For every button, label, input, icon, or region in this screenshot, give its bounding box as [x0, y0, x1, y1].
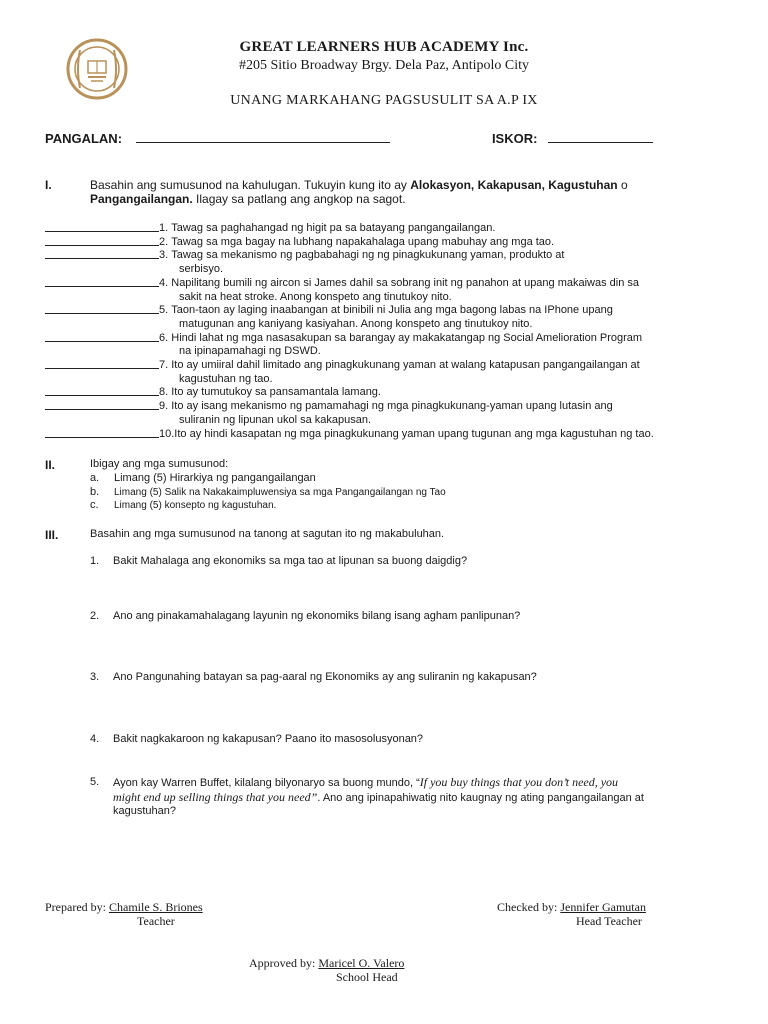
question-number: 2. [90, 610, 100, 622]
answer-blank[interactable] [45, 222, 159, 232]
quote-line-2: might end up selling things that you need” [113, 789, 318, 804]
list-item [45, 332, 745, 346]
part1-numeral: I. [45, 178, 52, 192]
part1-instruction-prefix: Basahin ang sumusunod na kahulugan. Tukuyin kung ito ay [90, 178, 407, 192]
question-text-end: kagustuhan? [113, 805, 176, 818]
list-item [45, 222, 745, 236]
question-text: Ano Pangunahing batayan sa pag-aaral ng Ekonomiks ay ang suliranin ng kakapusan? [113, 671, 537, 683]
question-number: 3. [90, 671, 100, 683]
school-name: GREAT LEARNERS HUB ACADEMY Inc. [239, 39, 529, 55]
list-item [45, 304, 745, 318]
item-number: 6. [159, 331, 169, 344]
item-text: Ito ay tumutukoy sa pansamantala lamang. [171, 386, 381, 399]
score-field[interactable] [548, 131, 653, 143]
list-item [45, 428, 745, 442]
school-address: #205 Sitio Broadway Brgy. Dela Paz, Antipolo City [238, 58, 530, 73]
item-text-continuation: na ipinapamahagi ng DSWD. [179, 345, 321, 358]
answer-blank[interactable] [45, 249, 159, 259]
item-text: Tawag sa mekanismo ng pagbabahagi ng ng pinagkukunang yaman, produkto at [171, 249, 565, 262]
name-score-row [45, 130, 745, 148]
score-label: ISKOR: [491, 131, 538, 146]
part2-instruction: Ibigay ang mga sumusunod: [90, 458, 229, 470]
part2-numeral: II. [45, 458, 56, 472]
question-text: Ayon kay Warren Buffet, kilalang bilyonaryo sa buong mundo, “ [113, 777, 420, 789]
question-text: Ano ang pinakamahalagang layunin ng ekonomiks bilang isang agham panlipunan? [113, 610, 521, 622]
list-item [45, 249, 745, 263]
part3-instruction: Basahin ang mga sumusunod na tanong at sagutan ito ng makabuluhan. [90, 528, 445, 540]
item-number: 1. [159, 222, 169, 234]
quote-line-1: If you buy things that you don’t need, you [419, 775, 619, 789]
question-2 [90, 610, 730, 624]
checked-label: Checked by: [497, 900, 558, 914]
answer-blank[interactable] [45, 304, 159, 314]
question-4 [90, 733, 730, 747]
prepared-by [45, 900, 203, 915]
checked-by [497, 900, 646, 915]
list-item [45, 400, 745, 414]
item-text: Limang (5) Salik na Nakakaimpluwensiya sa mga Pangangailangan ng Tao [114, 486, 446, 498]
list-item [90, 472, 690, 486]
item-text: Tawag sa paghahangad ng higit pa sa batayang pangangailangan. [171, 222, 496, 234]
item-text-continuation: serbisyo. [179, 263, 224, 276]
prepared-name: Chamile S. Briones [108, 900, 203, 914]
item-text: Ito ay umiiral dahil limitado ang pinagkukunang yaman at walang katapusan pangangailangan at [171, 359, 640, 372]
list-item [45, 277, 745, 291]
name-label: PANGALAN: [45, 131, 123, 146]
checked-name: Jennifer Gamutan [560, 900, 646, 914]
answer-blank[interactable] [45, 400, 159, 410]
item-number: 10. [159, 427, 175, 440]
part1-option-last: Pangangailangan. [90, 192, 193, 207]
question-text: Bakit nagkakaroon ng kakapusan? Paano ito masosolusyonan? [113, 733, 424, 745]
item-text-continuation: matugunan ang kaniyang kasiyahan. Anong konspeto ang tinutukoy nito. [179, 317, 533, 330]
question-1 [90, 555, 730, 569]
part1-instruction-suffix: Ilagay sa patlang ang angkop na sagot. [196, 192, 406, 207]
part1-options: Alokasyon, Kakapusan, Kagustuhan [410, 178, 618, 192]
item-text: Ito ay isang mekanismo ng pamamahagi ng mga pinagkukunang-yaman upang lutasin ang [171, 400, 613, 413]
question-number: 5. [90, 776, 100, 788]
item-letter: b. [90, 485, 100, 498]
answer-blank[interactable] [45, 277, 159, 287]
list-item [45, 386, 745, 400]
item-text: Tawag sa mga bagay na lubhang napakahalaga upang mabuhay ang mga tao. [171, 235, 555, 248]
item-text: Hindi lahat ng mga nasasakupan sa barangay ay makakatangap ng Social Amelioration Program [171, 331, 643, 344]
item-text: Limang (5) konsepto ng kagustuhan. [114, 500, 277, 512]
item-text-continuation: kagustuhan ng tao. [179, 372, 273, 385]
question-number: 4. [90, 733, 100, 745]
item-text-continuation: suliranin ng lipunan ukol sa kakapusan. [179, 413, 372, 426]
name-field[interactable] [136, 131, 390, 143]
answer-blank[interactable] [45, 386, 159, 396]
answer-blank[interactable] [45, 359, 159, 369]
item-number: 2. [159, 235, 169, 248]
checked-title: Head Teacher [576, 914, 642, 928]
approved-by [249, 956, 404, 971]
approved-label: Approved by: [249, 956, 316, 970]
item-letter: c. [90, 499, 99, 512]
list-item [90, 486, 690, 500]
question-3 [90, 671, 730, 685]
answer-blank[interactable] [45, 428, 159, 438]
item-number: 9. [159, 400, 169, 413]
question-text-suffix: . Ano ang ipinapahiwatig nito kaugnay ng ating pangangailangan at [317, 791, 644, 804]
part1-item-list [45, 222, 745, 441]
item-text: Taon-taon ay laging inaabangan at binibili ni Julia ang mga bagong labas na IPhone upang [171, 304, 613, 317]
item-letter: a. [90, 472, 100, 484]
item-text: Ito ay hindi kasapatan ng mga pinagkukunang yaman upang tugunan ang mga kagustuhan ng tao. [174, 427, 654, 440]
part2-list [90, 472, 690, 513]
part1-instruction [90, 178, 730, 207]
answer-blank[interactable] [45, 332, 159, 342]
prepared-label: Prepared by: [45, 900, 106, 914]
approved-title: School Head [336, 970, 398, 984]
item-number: 8. [159, 386, 169, 399]
prepared-title: Teacher [137, 914, 175, 928]
question-number: 1. [90, 555, 100, 567]
item-text: Limang (5) Hirarkiya ng pangangailangan [114, 472, 316, 484]
part3-numeral: III. [45, 528, 59, 542]
question-5 [90, 776, 730, 819]
question-text: Bakit Mahalaga ang ekonomiks sa mga tao at lipunan sa buong daigdig? [113, 555, 468, 567]
list-item [45, 236, 745, 250]
item-number: 5. [159, 304, 169, 317]
list-item [90, 499, 690, 513]
item-number: 7. [159, 359, 169, 372]
item-number: 3. [159, 249, 169, 262]
approved-name: Maricel O. Valero [318, 956, 405, 970]
exam-title: UNANG MARKAHANG PAGSUSULIT SA A.P IX [230, 93, 538, 108]
item-text-continuation: sakit na heat stroke. Anong konspeto ang tinutukoy nito. [179, 290, 452, 303]
part1-or: o [620, 178, 628, 192]
answer-blank[interactable] [45, 236, 159, 246]
list-item [45, 359, 745, 373]
item-text: Napilitang bumili ng aircon si James dahil sa sobrang init ng panahon at upang makaiwas din sa [171, 276, 640, 289]
item-number: 4. [159, 276, 169, 289]
